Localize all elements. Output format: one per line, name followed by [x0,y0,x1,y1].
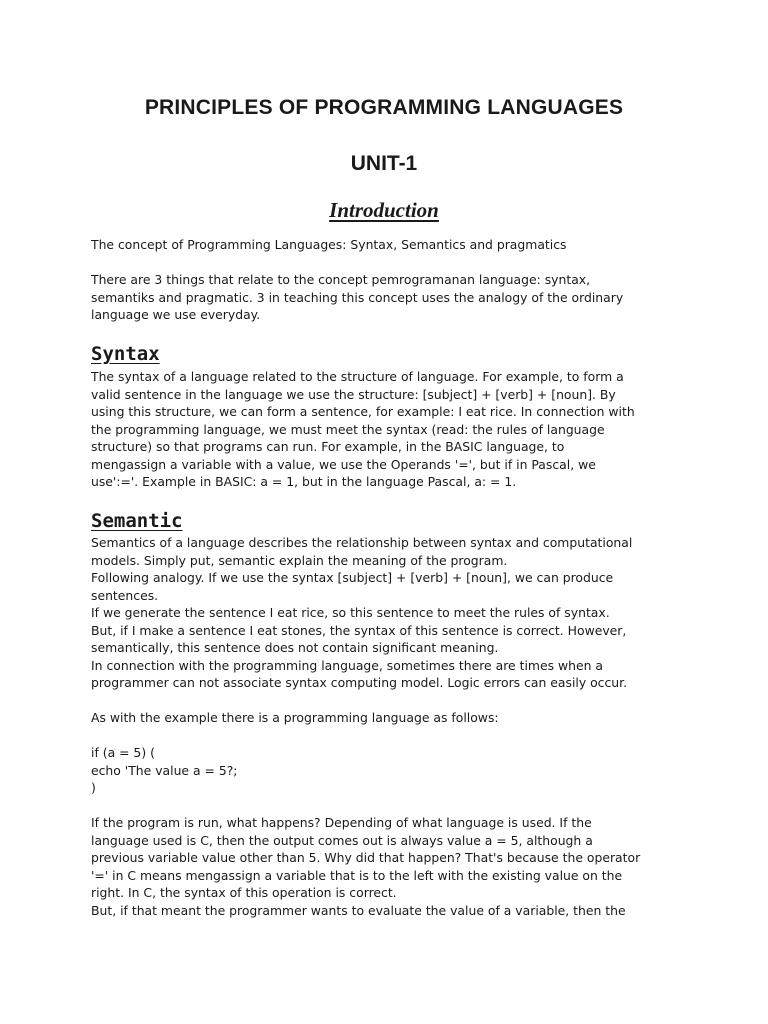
syntax-line: use':='. Example in BASIC: a = 1, but in the language Pascal, a: = 1. [91,474,517,489]
semantic-line: If we generate the sentence I eat rice, so this sentence to meet the rules of syntax. [91,605,610,620]
semantic-paragraph [91,534,691,919]
semantic-line: But, if I make a sentence I eat stones, the syntax of this sentence is correct. However, [91,622,627,638]
syntax-line: using this structure, we can form a sentence, for example: I eat rice. In connection with [91,404,635,419]
intro-line: There are 3 things that relate to the concept pemrogramanan language: syntax, [91,272,591,287]
semantic-after-line: '=' in C means mengassign a variable that is to the left with the existing value on the [91,867,623,883]
syntax-line: the programming language, we must meet the syntax (read: the rules of language [91,421,605,437]
code-line: echo 'The value a = 5?; [91,762,238,778]
code-line: if (a = 5) ( [91,745,155,760]
document-title: PRINCIPLES OF PROGRAMMING LANGUAGES [144,96,624,119]
semantic-line: sentences. [91,587,159,603]
semantic-after-line: language used is C, then the output comes out is always value a = 5, although a [91,832,593,848]
syntax-heading: Syntax [91,343,160,365]
syntax-line: The syntax of a language related to the structure of language. For example, to form a [91,369,624,384]
introduction-heading: Introduction [329,198,439,222]
syntax-line: structure) so that programs can run. For example, in the BASIC language, to [91,439,565,454]
blank-line [91,797,691,815]
semantic-after-line: right. In C, the syntax of this operation is correct. [91,885,397,900]
semantic-line: programmer can not associate syntax computing model. Logic errors can easily occur. [91,675,628,690]
unit-title: UNIT-1 [350,152,418,175]
blank-line [91,692,691,710]
semantic-line: In connection with the programming language, sometimes there are times when a [91,657,603,673]
semantic-line: models. Simply put, semantic explain the meaning of the program. [91,552,508,568]
intro-paragraph [91,271,691,324]
semantic-after-line: previous variable value other than 5. Why did that happen? That's because the operator [91,850,641,865]
concept-line-text: The concept of Programming Languages: Syntax, Semantics and pragmatics [91,237,567,252]
example-intro: As with the example there is a programming language as follows: [91,710,499,725]
concept-line [91,236,691,254]
intro-line: language we use everyday. [91,307,261,322]
blank-line [91,727,691,745]
semantic-line: semantically, this sentence does not contain significant meaning. [91,640,499,655]
intro-line: semantiks and pragmatic. 3 in teaching this concept uses the analogy of the ordinary [91,289,624,305]
semantic-line: Following analogy. If we use the syntax [subject] + [verb] + [noun], we can produce [91,570,614,585]
semantic-heading: Semantic [91,510,183,532]
syntax-line: mengassign a variable with a value, we use the Operands '=', but if in Pascal, we [91,456,596,472]
syntax-line: valid sentence in the language we use the structure: [subject] + [verb] + [noun]. By [91,386,616,402]
semantic-after-line: If the program is run, what happens? Depending of what language is used. If the [91,815,592,830]
semantic-after-line: But, if that meant the programmer wants to evaluate the value of a variable, then the [91,902,626,918]
code-line: ) [91,780,96,795]
semantic-line: Semantics of a language describes the relationship between syntax and computational [91,535,633,550]
syntax-paragraph [91,368,691,491]
